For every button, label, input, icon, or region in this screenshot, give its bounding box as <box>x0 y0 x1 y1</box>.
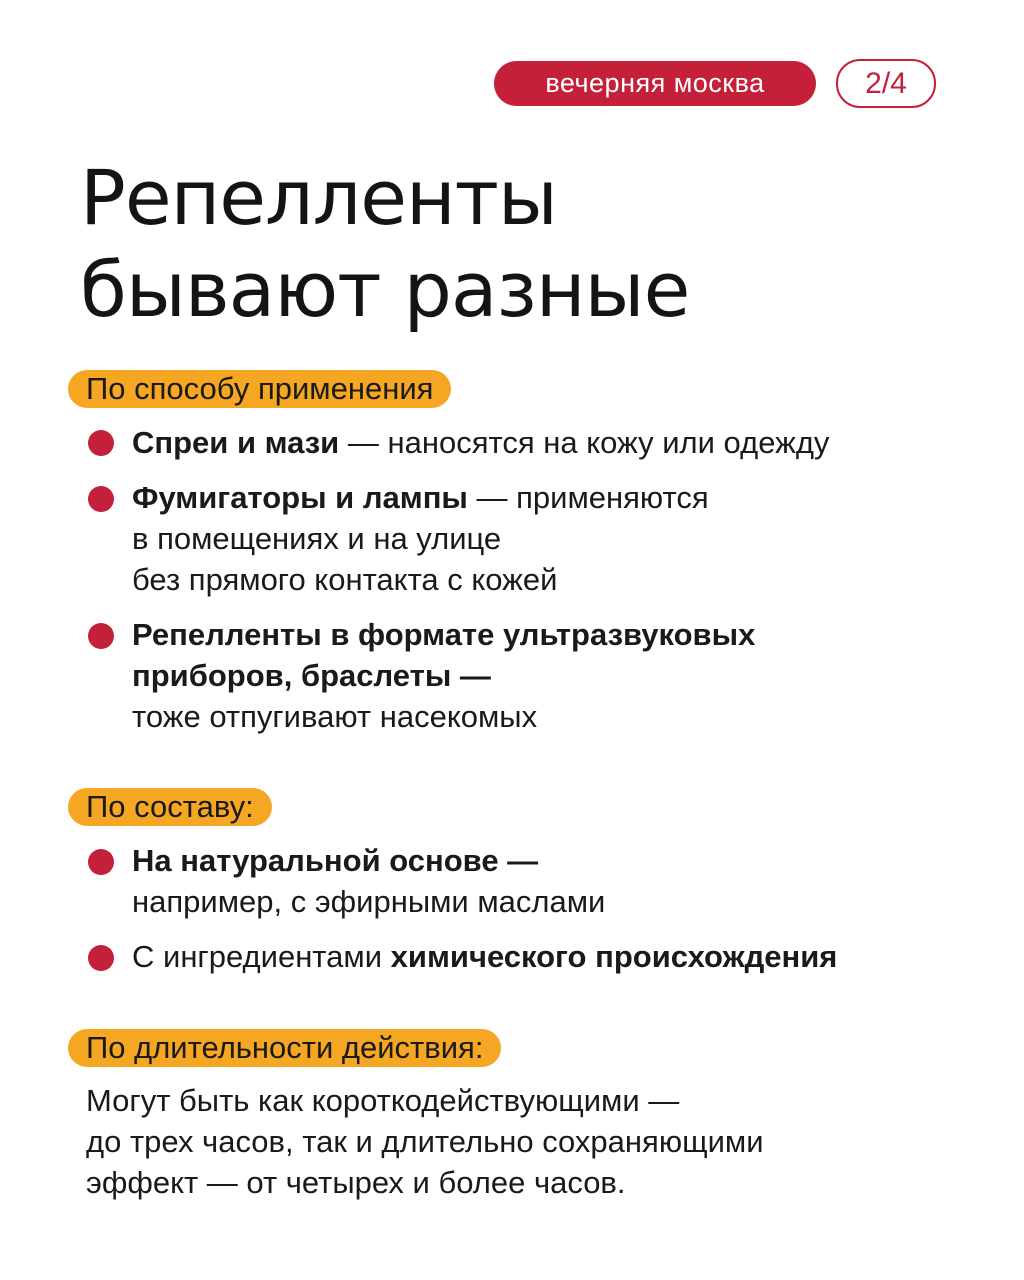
item-bold: химического происхождения <box>390 939 838 974</box>
list-item-chemical <box>132 936 837 977</box>
item-text: С ингредиентами <box>132 939 391 974</box>
item-bold: Спреи и мази <box>132 425 340 460</box>
bullet-dot <box>88 430 114 456</box>
title-line-2: бывают разные <box>80 245 690 334</box>
section-tag-duration: По длительности действия: <box>68 1029 501 1067</box>
item-bold: приборов, браслеты — <box>132 658 491 693</box>
page-title <box>80 152 689 336</box>
paragraph-line: эффект — от четырех и более часов. <box>86 1165 626 1200</box>
item-text: — наносятся на кожу или одежду <box>339 425 830 460</box>
bullet-dot <box>88 623 114 649</box>
item-bold: Репелленты в формате ультразвуковых <box>132 617 756 652</box>
list-item-natural <box>132 840 605 922</box>
item-bold: На натуральной основе — <box>132 843 539 878</box>
item-line: тоже отпугивают насекомых <box>132 699 538 734</box>
section-tag-composition: По составу: <box>68 788 272 826</box>
item-bold: Фумигаторы и лампы <box>132 480 468 515</box>
bullet-dot <box>88 945 114 971</box>
list-item-sprays <box>132 422 829 463</box>
item-line <box>132 840 605 881</box>
page-counter: 2/4 <box>836 59 936 108</box>
paragraph-line: до трех часов, так и длительно сохраняющими <box>86 1124 764 1159</box>
bullet-dot <box>88 849 114 875</box>
list-item-fumigators <box>132 477 709 600</box>
item-line <box>132 614 755 655</box>
brand-badge: вечерняя москва <box>494 61 816 106</box>
bullet-dot <box>88 486 114 512</box>
item-line: например, с эфирными маслами <box>132 884 606 919</box>
title-line-1: Репелленты <box>80 153 557 242</box>
item-text: — применяются <box>467 480 709 515</box>
list-item-ultrasonic <box>132 614 755 737</box>
item-line <box>132 655 755 696</box>
section-tag-application: По способу применения <box>68 370 451 408</box>
duration-paragraph <box>86 1080 764 1203</box>
item-line: без прямого контакта с кожей <box>132 562 558 597</box>
item-line: в помещениях и на улице <box>132 521 502 556</box>
item-line <box>132 477 709 518</box>
paragraph-line: Могут быть как короткодействующими — <box>86 1083 680 1118</box>
